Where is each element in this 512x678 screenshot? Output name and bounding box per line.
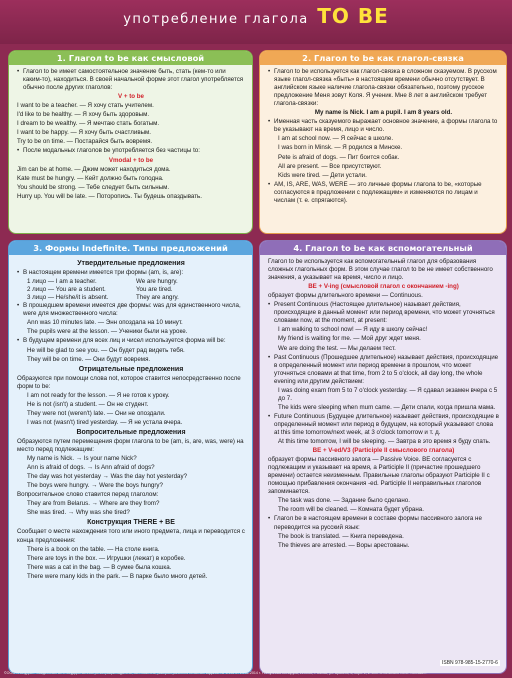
p2-example: Kids were tired. — Дети устали. [278,171,367,179]
panel-3-body [9,255,252,585]
p3-q-example: The day was hot yesterday → Was the day hot yesterday? [27,473,188,481]
panel-auxiliary-verb [259,240,507,674]
p2-intro: • Глагол to be используется как глагол-связка в сложном сказуемом. В русском языке глагол-связка «быть» в настоящем времени обычно отсутствует. В английском языке наличие глагола-связки обязательно, поэтому русское предложение Меня зовут Коля. Я ученик. Мне 8 лет в английском требует глагола-связки: [268,68,499,108]
p1-example: I want to be a teacher. — Я хочу стать учителем. [17,102,154,110]
negative-title: Отрицательные предложения [78,365,184,373]
p1-modal-example: You should be strong. — Тебе следует быть сильным. [17,183,170,191]
p1-example: I want to be happy. — Я хочу быть счастливым. [17,129,152,137]
p3-neg-intro: Образуются при помощи слова not, которое ставится непосредственно после форм to be: [17,374,241,390]
p4-present-continuous: • Present Continuous (Настоящее длительное) называет действия, происходящие в данный момент или период времени, что может уточняться словами now, at the moment, at present: [268,301,499,325]
panel-1-header: 1. Глагол to be как смысловой [9,51,252,65]
p4-passive-example: The room will be cleaned. — Комната будет убрана. [278,506,424,514]
p3-aff-future: • В будущем времени для всех лиц и чисел используется форма will be: [17,337,245,345]
p4-pc-example: We are doing the test. — Мы делаем тест. [278,344,396,352]
p4-past-continuous: • Past Continuous (Прошедшее длительное) называет действия, происходящие в определенный момент или период времени в прошлом, что может уточняться словами at that time, from 2 to 5 o'clock, all day long, the whole evening или другим действием: [268,354,499,386]
p3-aff-past: • В прошедшем времени имеется две формы: was для единственного числа, were для множественного числа: [17,302,245,318]
p4-pastc-example: I was doing exam from 5 to 7 o'clock yesterday. — Я сдавал экзамен вчера с 5 до 7. [278,386,498,402]
p1-modal-example: Kate must be hungry. — Кейт должно быть голодна. [17,174,164,182]
p1-modal-example: Jim can be at home. — Джим может находиться дома. [17,165,171,173]
title-small: употребление глагола [123,12,309,27]
panel-linking-verb [259,50,507,234]
question-title: Вопросительные предложения [76,428,186,436]
panel-1-body [9,65,252,205]
p1-modal-formula: Vmodal + to be [108,156,154,164]
p3-there-intro: Сообщает о месте нахождения того или иного предмета, лица и переводится с конца предложения: [17,528,245,544]
forms-cell: They are angry. [136,294,179,302]
p1-modal-intro: • После модальных глаголов be употребляется без частицы to: [17,147,245,155]
publisher-small-print: ©ООО «Попурри». Свидетельство о государственной регистрации издателя, изготовителя, распространителя печатных изданий № 1/196 от 24.01.2014 г. Республика Беларусь, 220033, г. Минск, ул. Брикета, 5, корп. 2, к. 403. Отпечатано ООО «Онлайн». [4,671,428,675]
p4-pc-example: I am walking to school now! — Я иду в школу сейчас! [278,326,428,334]
p3-there-example: There were many kids in the park. — В парке было много детей. [27,572,208,580]
p4-formula-passive: BE + V-ed/V3 (Participle II смыслового глагола) [312,447,455,455]
p3-q-example: The boys were hungry. → Were the boys hungry? [27,482,163,490]
panel-2-header: 2. Глагол to be как глагол-связка [260,51,506,65]
forms-cell: 2 лицо — You are a student. [27,286,106,294]
p3-q-example: Ann is afraid of dogs. → Is Ann afraid of dogs? [27,464,155,472]
panel-3-header: 3. Формы Indefinite. Типы предложений [9,241,252,255]
p2-example: Pete is afraid of dogs. — Пит боится собак. [278,153,400,161]
p4-pc-example: My friend is waiting for me. — Мой друг ждет меня. [278,335,421,343]
p4-fc-example: At this time tomorrow, I will be sleeping. — Завтра в это время я буду спать. [278,438,491,446]
panel-semantic-verb [8,50,253,234]
p2-example-main: My name is Nick. I am a pupil. I am 8 years old. [314,109,453,117]
p3-q-example: My name is Nick. → Is your name Nick? [27,455,137,463]
panel-indefinite-forms [8,240,253,674]
panel-2-body [260,65,506,209]
p4-formula-continuous-text: образует формы длительного времени — Continuous. [268,292,423,300]
p3-neg-example: I am not ready for the lesson. — Я не готов к уроку. [27,391,170,399]
forms-cell: We are hungry. [136,278,178,286]
p3-neg-example: He is not (isn't) a student. — Он не студент. [27,400,149,408]
p2-example: All are present. — Все присутствуют. [278,162,382,170]
p3-past-example: The pupils were at the lesson. — Ученики были на уроке. [27,328,188,336]
p2-example: I am at school now. — Я сейчас в школе. [278,135,394,143]
p4-passive-text: образует формы пассивного залога — Passive Voice. BE согласуется с подлежащим и указывает на время, а Participle II (причастие прошедшего времени) остается неизменным. Правильные глаголы образуют Participle II с помощью прибавления окончания -ed. Participle II неправильных глаголов запоминается. [268,456,490,496]
p4-intro: Глагол to be используется как вспомогательный глагол для образования сложных глагольных форм. В этом случае глагол to be не имеет собственного значения, а указывает на время, число и лицо. [268,258,493,282]
p3-q-word-intro: Вопросительное слово ставится перед глаголом: [17,491,159,499]
p4-passive-note-example: The book is translated. — Книга переведена. [278,532,404,540]
p3-q-intro: Образуются путем перемещения форм глагола to be (am, is, are, was, were) на место перед подлежащим: [17,437,244,454]
p3-there-example: There are toys in the box. — Игрушки (лежат) в коробке. [27,554,186,562]
p4-future-continuous: • Future Continuous (Будущее длительное) называет действия, происходящие в определенный момент или период в будущем, на который указывают слова at this time tomorrow/next week, at 3 o'clock tomorrow и т. д. [268,413,499,437]
p1-modal-example: Hurry up. You will be late. — Поторопись. Ты будешь опаздывать. [17,192,202,200]
affirmative-title: Утвердительные предложения [77,260,185,268]
p2-example: I was born in Minsk. — Я родился в Минске. [278,144,403,152]
p1-example: I dream to be wealthy. — Я мечтаю стать богатым. [17,120,160,128]
p3-there-example: There was a cat in the bag. — В сумке была кошка. [27,563,172,571]
p4-formula-continuous: BE + V-ing (смысловой глагол с окончанием -ing) [308,283,459,291]
p3-neg-example: They were not (weren't) late. — Они не опоздали. [27,409,166,417]
p2-bullet-1: • Именная часть сказуемого выражает основное значение, а формы глагола to be указывают на время, лицо и число. [268,118,499,134]
p4-passive-note-example: The thieves are arrested. — Воры арестованы. [278,541,410,549]
panel-4-header: 4. Глагол to be как вспомогательный [260,241,506,255]
p3-q-word-example: They are from Belarus. → Where are they from? [27,500,160,508]
isbn-label: ISBN 978-985-15-2770-6 [442,660,498,666]
p1-example: I'd like to be healthy. — Я хочу быть здоровым. [17,111,150,119]
p3-neg-example: I was not (wasn't) tired yesterday. — Я не устала вчера. [27,418,183,426]
p1-formula: V + to be [118,93,144,101]
panel-4-body [260,255,506,554]
p3-q-word-example: She was tired. → Why was she tired? [27,509,130,517]
p3-future-example: He will be glad to see you. — Он будет рад видеть тебя. [27,346,185,354]
there-be-title: Конструкция THERE + BE [87,519,175,527]
p1-intro: • Глагол to be имеет самостоятельное значение быть, стать (кем-то или каким-то), находиться. В своей начальной форме этот глагол употребляется обычно после других глаголов: [17,68,245,92]
p4-passive-example: The task was done. — Задание было сделано. [278,497,410,505]
p3-aff-present: • В настоящем времени имеется три формы (am, is, are): [17,269,245,277]
p2-bullet-2: • AM, IS, ARE, WAS, WERE — это личные формы глагола to be, «которые согласуются в предложении с подлежащим» и изменяются по лицам и числам (т. е. спрягаются). [268,181,499,205]
forms-cell: 3 лицо — He/she/it is absent. [27,294,109,302]
p3-there-example: There is a book on the table. — На столе книга. [27,545,160,553]
p3-future-example: They will be on time. — Они будут вовремя. [27,355,151,363]
forms-cell: 1 лицо — I am a teacher. [27,278,97,286]
p3-past-example: Ann was 10 minutes late. — Энн опоздала на 10 минут. [27,319,183,327]
forms-cell: You are tired. [136,286,173,294]
forms-table [17,278,245,302]
p4-passive-note: • Глагол be в настоящем времени в составе формы пассивного залога не переводится на русский язык: [268,515,499,531]
p4-pastc-example: The kids were sleeping when mum came. — Дети спали, когда пришла мама. [278,403,496,411]
title-banner [0,0,512,44]
title-big: TO BE [317,4,389,28]
p1-example: Try to be on time. — Постарайся быть вовремя. [17,138,153,146]
